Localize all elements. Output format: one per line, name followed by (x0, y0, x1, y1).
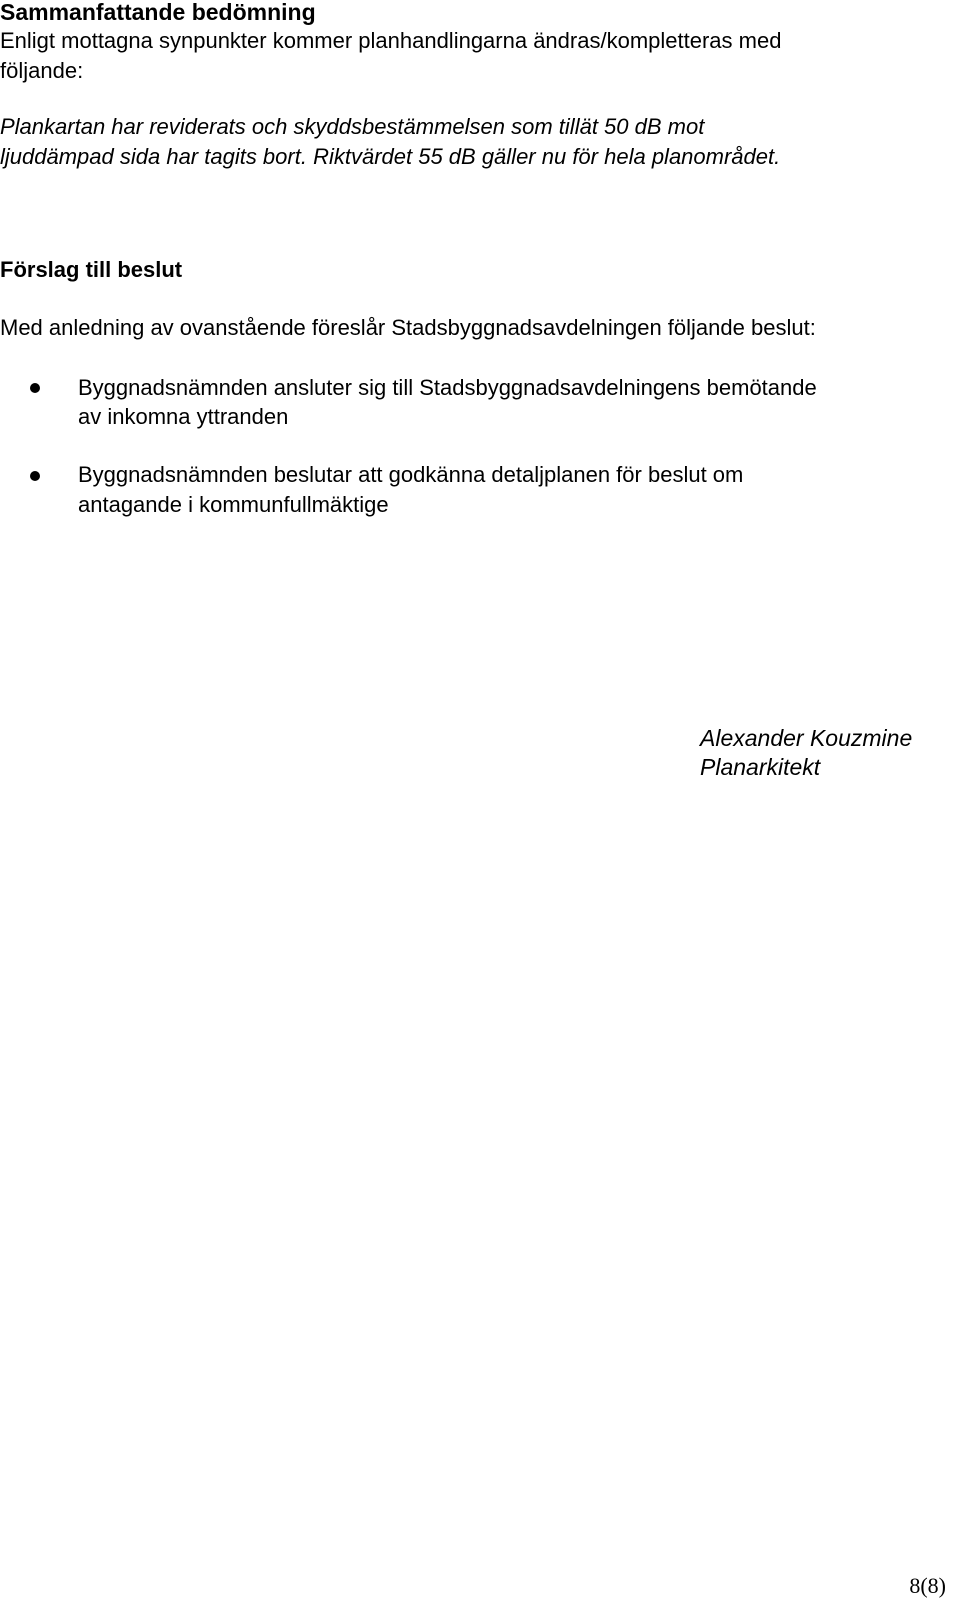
summary-change-line-2: ljuddämpad sida har tagits bort. Riktvärdet 55 dB gäller nu för hela planområdet. (0, 144, 781, 169)
list-item-line-2: av inkomna yttranden (78, 404, 289, 429)
summary-heading: Sammanfattande bedömning (0, 0, 316, 25)
bullet-icon (30, 471, 40, 481)
list-item-line-2: antagande i kommunfullmäktige (78, 492, 389, 517)
summary-change-line-1: Plankartan har reviderats och skyddsbestämmelsen som tillät 50 dB mot (0, 114, 705, 139)
bullet-icon (30, 383, 40, 393)
summary-intro-line-2: följande: (0, 58, 84, 83)
signature-title: Planarkitekt (700, 754, 821, 780)
summary-intro-line-1: Enligt mottagna synpunkter kommer planhandlingarna ändras/kompletteras med (0, 28, 782, 53)
signature-name: Alexander Kouzmine (700, 725, 913, 751)
list-item-line-1: Byggnadsnämnden ansluter sig till Stadsbyggnadsavdelningens bemötande (78, 375, 817, 400)
page-number: 8(8) (909, 1573, 946, 1598)
proposal-intro: Med anledning av ovanstående föreslår Stadsbyggnadsavdelningen följande beslut: (0, 315, 816, 340)
list-item-line-1: Byggnadsnämnden beslutar att godkänna detaljplanen för beslut om (78, 462, 744, 487)
proposal-heading: Förslag till beslut (0, 257, 183, 282)
